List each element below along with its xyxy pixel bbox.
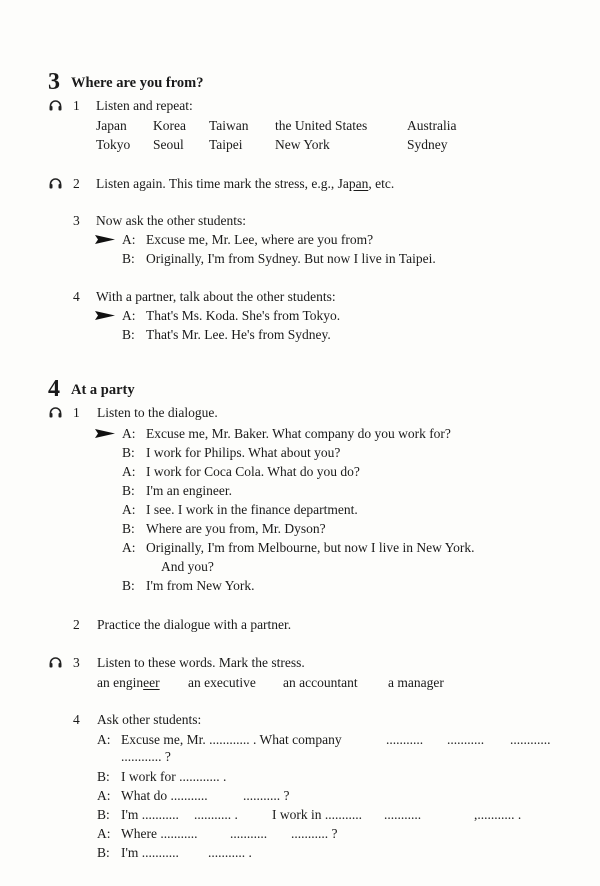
speaker-label: B: <box>122 521 135 536</box>
fill-in-text: I'm ........... <box>121 845 179 860</box>
fill-in-text: I work in ........... <box>272 807 362 822</box>
pointer-arrow-icon <box>95 311 115 320</box>
exercise-number: 4 <box>73 289 80 304</box>
exercise-number: 2 <box>73 617 80 632</box>
fill-in-text: Excuse me, Mr. ............ . What company <box>121 732 342 747</box>
speaker-label: B: <box>122 327 135 342</box>
country-word: Korea <box>153 118 186 133</box>
vocab-word: an executive <box>188 675 256 690</box>
speaker-label: B: <box>122 445 135 460</box>
blank[interactable]: ........... . <box>208 845 252 860</box>
fill-in-text: I'm ........... <box>121 807 179 822</box>
fill-in-text: What do ........... <box>121 788 208 803</box>
speaker-label: A: <box>122 308 136 323</box>
exercise-number: 3 <box>73 655 80 670</box>
blank[interactable]: ........... <box>384 807 422 822</box>
instruction: Listen to the dialogue. <box>97 405 218 420</box>
dialogue-line: Excuse me, Mr. Lee, where are you from? <box>146 232 374 247</box>
headphones-icon[interactable] <box>49 178 62 189</box>
section-4-number: 4 <box>48 376 60 402</box>
instruction: Practice the dialogue with a partner. <box>97 617 292 632</box>
exercise-number: 1 <box>73 405 80 420</box>
instruction: Listen again. This time mark the stress, e.g., Japan, etc. <box>96 176 395 191</box>
speaker-label: B: <box>97 845 110 860</box>
vocab-word: an engineer <box>97 675 160 690</box>
blank[interactable]: ,........... . <box>474 807 522 822</box>
headphones-icon[interactable] <box>49 100 62 111</box>
blank[interactable]: ........... . <box>194 807 238 822</box>
section-4-title: At a party <box>71 382 135 398</box>
headphones-icon[interactable] <box>49 407 62 418</box>
speaker-label: B: <box>122 483 135 498</box>
speaker-label: B: <box>122 578 135 593</box>
vocab-word: a manager <box>388 675 444 690</box>
speaker-label: B: <box>97 769 110 784</box>
blank[interactable]: ............ <box>510 732 551 747</box>
dialogue-line: That's Ms. Koda. She's from Tokyo. <box>146 308 341 323</box>
city-word: Tokyo <box>96 137 131 152</box>
instruction: With a partner, talk about the other students: <box>96 289 336 304</box>
dialogue-line: I'm from New York. <box>146 578 255 593</box>
exercise-number: 3 <box>73 213 80 228</box>
speaker-label: A: <box>122 502 136 517</box>
speaker-label: A: <box>122 232 136 247</box>
speaker-label: A: <box>97 788 111 803</box>
dialogue-line: Where are you from, Mr. Dyson? <box>146 521 326 536</box>
speaker-label: A: <box>122 464 136 479</box>
country-word: Australia <box>407 118 457 133</box>
instruction: Now ask the other students: <box>96 213 246 228</box>
dialogue-line: That's Mr. Lee. He's from Sydney. <box>146 327 331 342</box>
section-3-number: 3 <box>48 69 60 95</box>
blank[interactable]: ........... ? <box>291 826 338 841</box>
exercise-number: 2 <box>73 176 80 191</box>
pointer-arrow-icon <box>95 429 115 438</box>
stress-mark: pan <box>348 176 369 191</box>
blank[interactable]: ........... <box>230 826 268 841</box>
exercise-number: 4 <box>73 712 80 727</box>
pointer-arrow-icon <box>95 235 115 244</box>
dialogue-line: I'm an engineer. <box>146 483 233 498</box>
blank[interactable]: ........... <box>447 732 485 747</box>
stress-mark: eer <box>143 675 160 690</box>
fill-in-text: I work for ............ . <box>121 769 227 784</box>
city-word: New York <box>275 137 330 152</box>
city-word: Sydney <box>407 137 448 152</box>
speaker-label: A: <box>97 732 111 747</box>
country-word: the United States <box>275 118 368 133</box>
dialogue-line: And you? <box>161 559 214 574</box>
dialogue-line: Originally, I'm from Melbourne, but now I live in New York. <box>146 540 475 555</box>
blank[interactable]: ........... ? <box>243 788 290 803</box>
instruction: Ask other students: <box>97 712 202 727</box>
dialogue-line: Excuse me, Mr. Baker. What company do you work for? <box>146 426 451 441</box>
blank[interactable]: ............ ? <box>121 749 171 764</box>
speaker-label: B: <box>97 807 110 822</box>
headphones-icon[interactable] <box>49 657 62 668</box>
section-3-title: Where are you from? <box>71 75 204 91</box>
dialogue-line: I work for Philips. What about you? <box>146 445 341 460</box>
dialogue-line: Originally, I'm from Sydney. But now I live in Taipei. <box>146 251 436 266</box>
instruction: Listen to these words. Mark the stress. <box>97 655 305 670</box>
instruction: Listen and repeat: <box>96 98 193 113</box>
speaker-label: A: <box>122 540 136 555</box>
speaker-label: A: <box>122 426 136 441</box>
dialogue-line: I see. I work in the finance department. <box>146 502 358 517</box>
vocab-word: an accountant <box>283 675 358 690</box>
country-word: Japan <box>96 118 127 133</box>
exercise-number: 1 <box>73 98 80 113</box>
city-word: Taipei <box>209 137 243 152</box>
dialogue-line: I work for Coca Cola. What do you do? <box>146 464 360 479</box>
speaker-label: B: <box>122 251 135 266</box>
fill-in-text: Where ........... <box>121 826 198 841</box>
speaker-label: A: <box>97 826 111 841</box>
country-word: Taiwan <box>209 118 249 133</box>
blank[interactable]: ........... <box>386 732 424 747</box>
city-word: Seoul <box>153 137 184 152</box>
